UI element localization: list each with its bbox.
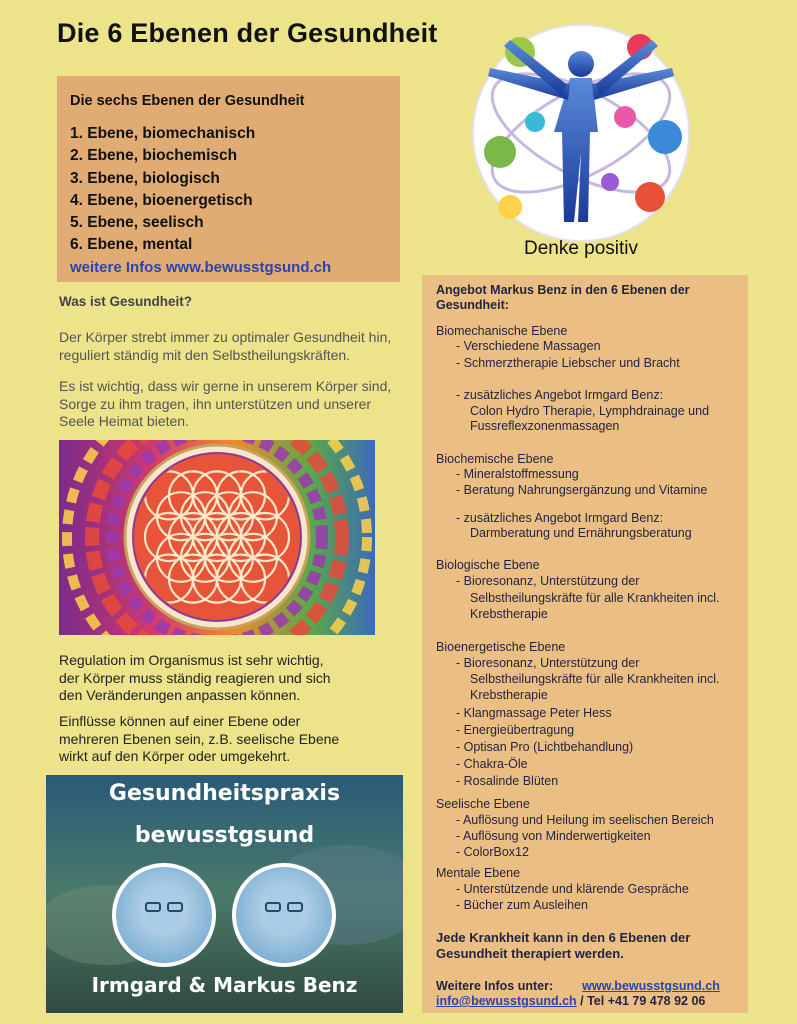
paragraph-2 <box>59 378 391 431</box>
more-info-link[interactable]: weitere Infos www.bewusstgsund.ch <box>70 259 332 276</box>
offer-item: - Bioresonanz, Unterstützung der <box>456 656 640 670</box>
offer-item-cont: Selbstheilungskräfte für alle Krankheiten incl. <box>470 591 720 605</box>
levels-box <box>57 76 400 282</box>
paragraph-3 <box>59 652 331 705</box>
offer-item-cont: Krebstherapie <box>470 688 548 702</box>
offer-item: - Mineralstoffmessung <box>456 467 579 481</box>
text-line: Regulation im Organismus ist sehr wichtig, <box>59 652 324 668</box>
closing-statement: Jede Krankheit kann in den 6 Ebenen der <box>436 930 691 945</box>
section-title-mental: Mentale Ebene <box>436 866 521 880</box>
mandala-graphic <box>59 440 375 635</box>
text-line: der Körper muss ständig reagieren und sich <box>59 669 331 686</box>
figure-caption: Denke positiv <box>523 238 639 259</box>
offer-item: - Bücher zum Ausleihen <box>456 898 589 912</box>
offer-item-cont: Colon Hydro Therapie, Lymphdrainage und <box>470 404 710 418</box>
offer-heading: Gesundheit: <box>436 298 509 312</box>
offer-item: - Klangmassage Peter Hess <box>456 706 612 720</box>
praxis-owners: Irmgard & Markus Benz <box>91 973 358 997</box>
text-line: Sorge zu ihm tragen, ihn unterstützen und unserer <box>59 395 372 412</box>
level-item: 2. Ebene, biochemisch <box>70 147 238 165</box>
text-line: Der Körper strebt immer zu optimaler Gesundheit hin, <box>59 329 392 345</box>
health-question: Was ist Gesundheit? <box>59 294 193 309</box>
page-title: Die 6 Ebenen der Gesundheit <box>57 18 438 48</box>
human-figure-graphic <box>470 22 692 244</box>
vitruvian-figure-image <box>470 22 692 244</box>
offer-item: - zusätzliches Angebot Irmgard Benz: <box>456 388 664 402</box>
offer-item: - zusätzliches Angebot Irmgard Benz: <box>456 511 664 525</box>
offer-item: - Rosalinde Blüten <box>456 774 559 788</box>
praxis-name: bewusstgsund <box>134 823 315 848</box>
levels-heading: Die sechs Ebenen der Gesundheit <box>70 93 305 109</box>
section-title-biomechanical: Biomechanische Ebene <box>436 324 568 338</box>
section-title-biological: Biologische Ebene <box>436 558 540 572</box>
paragraph-1 <box>59 329 391 364</box>
offer-item: - Bioresonanz, Unterstützung der <box>456 574 640 588</box>
offer-item: - Chakra-Öle <box>456 757 528 771</box>
offer-heading: Angebot Markus Benz in den 6 Ebenen der <box>436 283 690 297</box>
text-line: Seele Heimat bieten. <box>59 413 189 429</box>
level-item: 4. Ebene, bioenergetisch <box>70 191 253 209</box>
offer-item: - Beratung Nahrungsergänzung und Vitamine <box>456 483 708 497</box>
offer-item: - Auflösung von Minderwertigkeiten <box>456 829 651 843</box>
offer-item: - Optisan Pro (Lichtbehandlung) <box>456 740 634 754</box>
website-link[interactable]: www.bewusstgsund.ch <box>582 979 720 993</box>
section-title-soul: Seelische Ebene <box>436 797 530 811</box>
flower-of-life-image <box>59 440 375 635</box>
text-line: mehreren Ebenen sein, z.B. seelische Ebene <box>59 730 340 747</box>
offer-item-cont: Krebstherapie <box>470 607 548 621</box>
level-item: 1. Ebene, biomechanisch <box>70 125 256 142</box>
offer-item-cont: Selbstheilungskräfte für alle Krankheiten incl. <box>470 672 720 686</box>
level-item: 5. Ebene, seelisch <box>70 214 204 232</box>
text-line: Einflüsse können auf einer Ebene oder <box>59 713 301 729</box>
email-link[interactable]: info@bewusstgsund.ch <box>436 994 577 1008</box>
offer-item: - Unterstützende und klärende Gespräche <box>456 882 689 896</box>
offer-item: - Schmerztherapie Liebscher und Bracht <box>456 356 680 370</box>
offer-item-cont: Darmberatung und Ernährungsberatung <box>470 526 692 540</box>
contact-line-1 <box>436 979 720 993</box>
closing-statement: Gesundheit therapiert werden. <box>436 946 624 961</box>
level-item: 6. Ebene, mental <box>70 236 193 254</box>
level-item: 3. Ebene, biologisch <box>70 169 220 187</box>
text-line: wirkt auf den Körper oder umgekehrt. <box>59 748 291 764</box>
text-line: Es ist wichtig, dass wir gerne in unserem Körper sind, <box>59 378 392 394</box>
offer-item-cont: Fussreflexzonenmassagen <box>470 419 620 433</box>
offer-item: - Verschiedene Massagen <box>456 339 601 353</box>
offer-item: - ColorBox12 <box>456 845 529 859</box>
section-title-bioenergetic: Bioenergetische Ebene <box>436 640 566 654</box>
offer-box <box>422 275 748 1013</box>
offer-item: - Auflösung und Heilung im seelischen Bereich <box>456 813 714 827</box>
paragraph-4 <box>59 713 339 766</box>
section-title-biochemical: Biochemische Ebene <box>436 452 554 466</box>
contact-label: Weitere Infos unter: <box>436 979 554 993</box>
phone-number: / Tel +41 79 478 92 06 <box>576 994 706 1008</box>
offer-item: - Energieübertragung <box>456 723 575 737</box>
praxis-banner <box>46 775 403 1013</box>
contact-line-2 <box>436 994 705 1008</box>
levels-list <box>70 123 255 257</box>
text-line: reguliert ständig mit den Selbstheilungskräften. <box>59 346 351 363</box>
text-line: den Veränderungen anpassen können. <box>59 687 301 703</box>
praxis-title: Gesundheitspraxis <box>108 781 341 806</box>
